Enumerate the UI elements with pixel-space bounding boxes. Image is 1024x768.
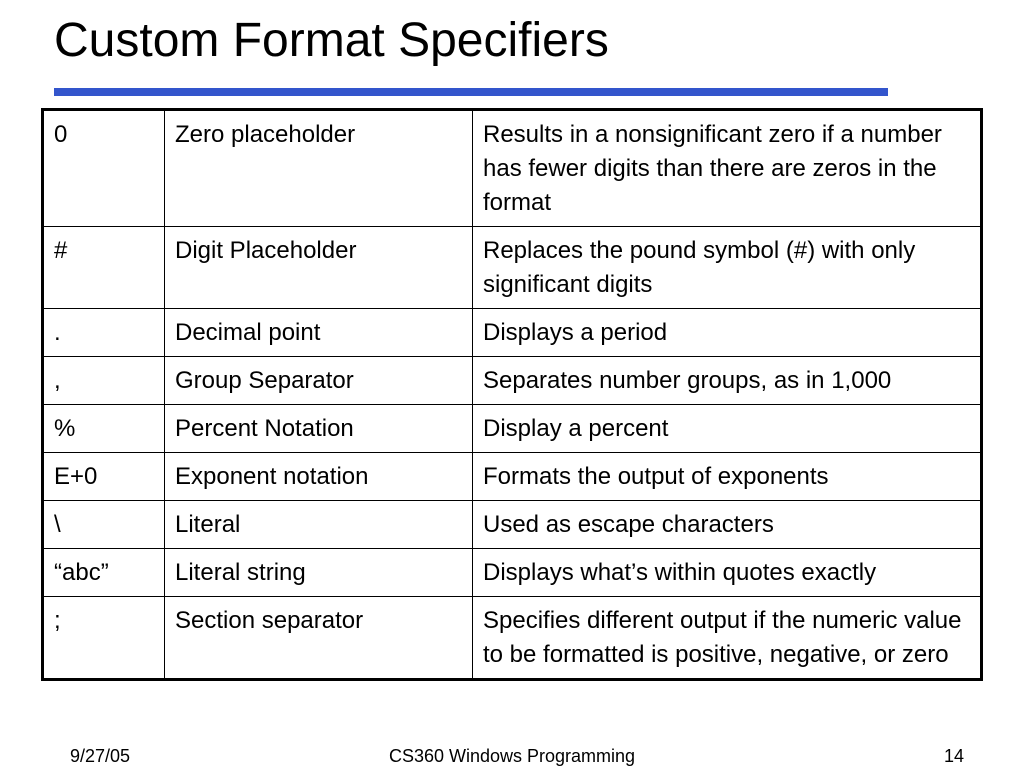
- slide-title: Custom Format Specifiers: [54, 14, 609, 67]
- table-row: [43, 549, 982, 597]
- specifier-cell: #: [43, 227, 165, 309]
- name-cell: Section separator: [165, 597, 473, 680]
- description-cell: Formats the output of exponents: [473, 453, 982, 501]
- table-row: [43, 309, 982, 357]
- description-cell: Separates number groups, as in 1,000: [473, 357, 982, 405]
- name-cell: Percent Notation: [165, 405, 473, 453]
- format-specifier-table: [41, 108, 983, 681]
- specifier-cell: “abc”: [43, 549, 165, 597]
- specifier-cell: .: [43, 309, 165, 357]
- specifier-cell: E+0: [43, 453, 165, 501]
- name-cell: Decimal point: [165, 309, 473, 357]
- description-cell: Displays what’s within quotes exactly: [473, 549, 982, 597]
- description-cell: Display a percent: [473, 405, 982, 453]
- table-row: [43, 501, 982, 549]
- description-cell: Specifies different output if the numeric value to be formatted is positive, negative, or zero: [473, 597, 982, 680]
- table-row: [43, 405, 982, 453]
- name-cell: Literal: [165, 501, 473, 549]
- description-cell: Results in a nonsignificant zero if a number has fewer digits than there are zeros in the format: [473, 110, 982, 227]
- specifier-cell: \: [43, 501, 165, 549]
- table-row: [43, 597, 982, 680]
- description-cell: Replaces the pound symbol (#) with only significant digits: [473, 227, 982, 309]
- name-cell: Zero placeholder: [165, 110, 473, 227]
- specifier-cell: %: [43, 405, 165, 453]
- specifier-cell: 0: [43, 110, 165, 227]
- footer-course: CS360 Windows Programming: [388, 746, 636, 766]
- specifier-cell: ;: [43, 597, 165, 680]
- footer-page-number: 14: [943, 746, 964, 766]
- name-cell: Exponent notation: [165, 453, 473, 501]
- footer-date: 9/27/05: [70, 746, 131, 766]
- name-cell: Literal string: [165, 549, 473, 597]
- description-cell: Displays a period: [473, 309, 982, 357]
- name-cell: Digit Placeholder: [165, 227, 473, 309]
- description-cell: Used as escape characters: [473, 501, 982, 549]
- specifier-cell: ,: [43, 357, 165, 405]
- table-row: [43, 227, 982, 309]
- table-row: [43, 357, 982, 405]
- table-row: [43, 110, 982, 227]
- name-cell: Group Separator: [165, 357, 473, 405]
- table-row: [43, 453, 982, 501]
- title-underline: [54, 88, 888, 96]
